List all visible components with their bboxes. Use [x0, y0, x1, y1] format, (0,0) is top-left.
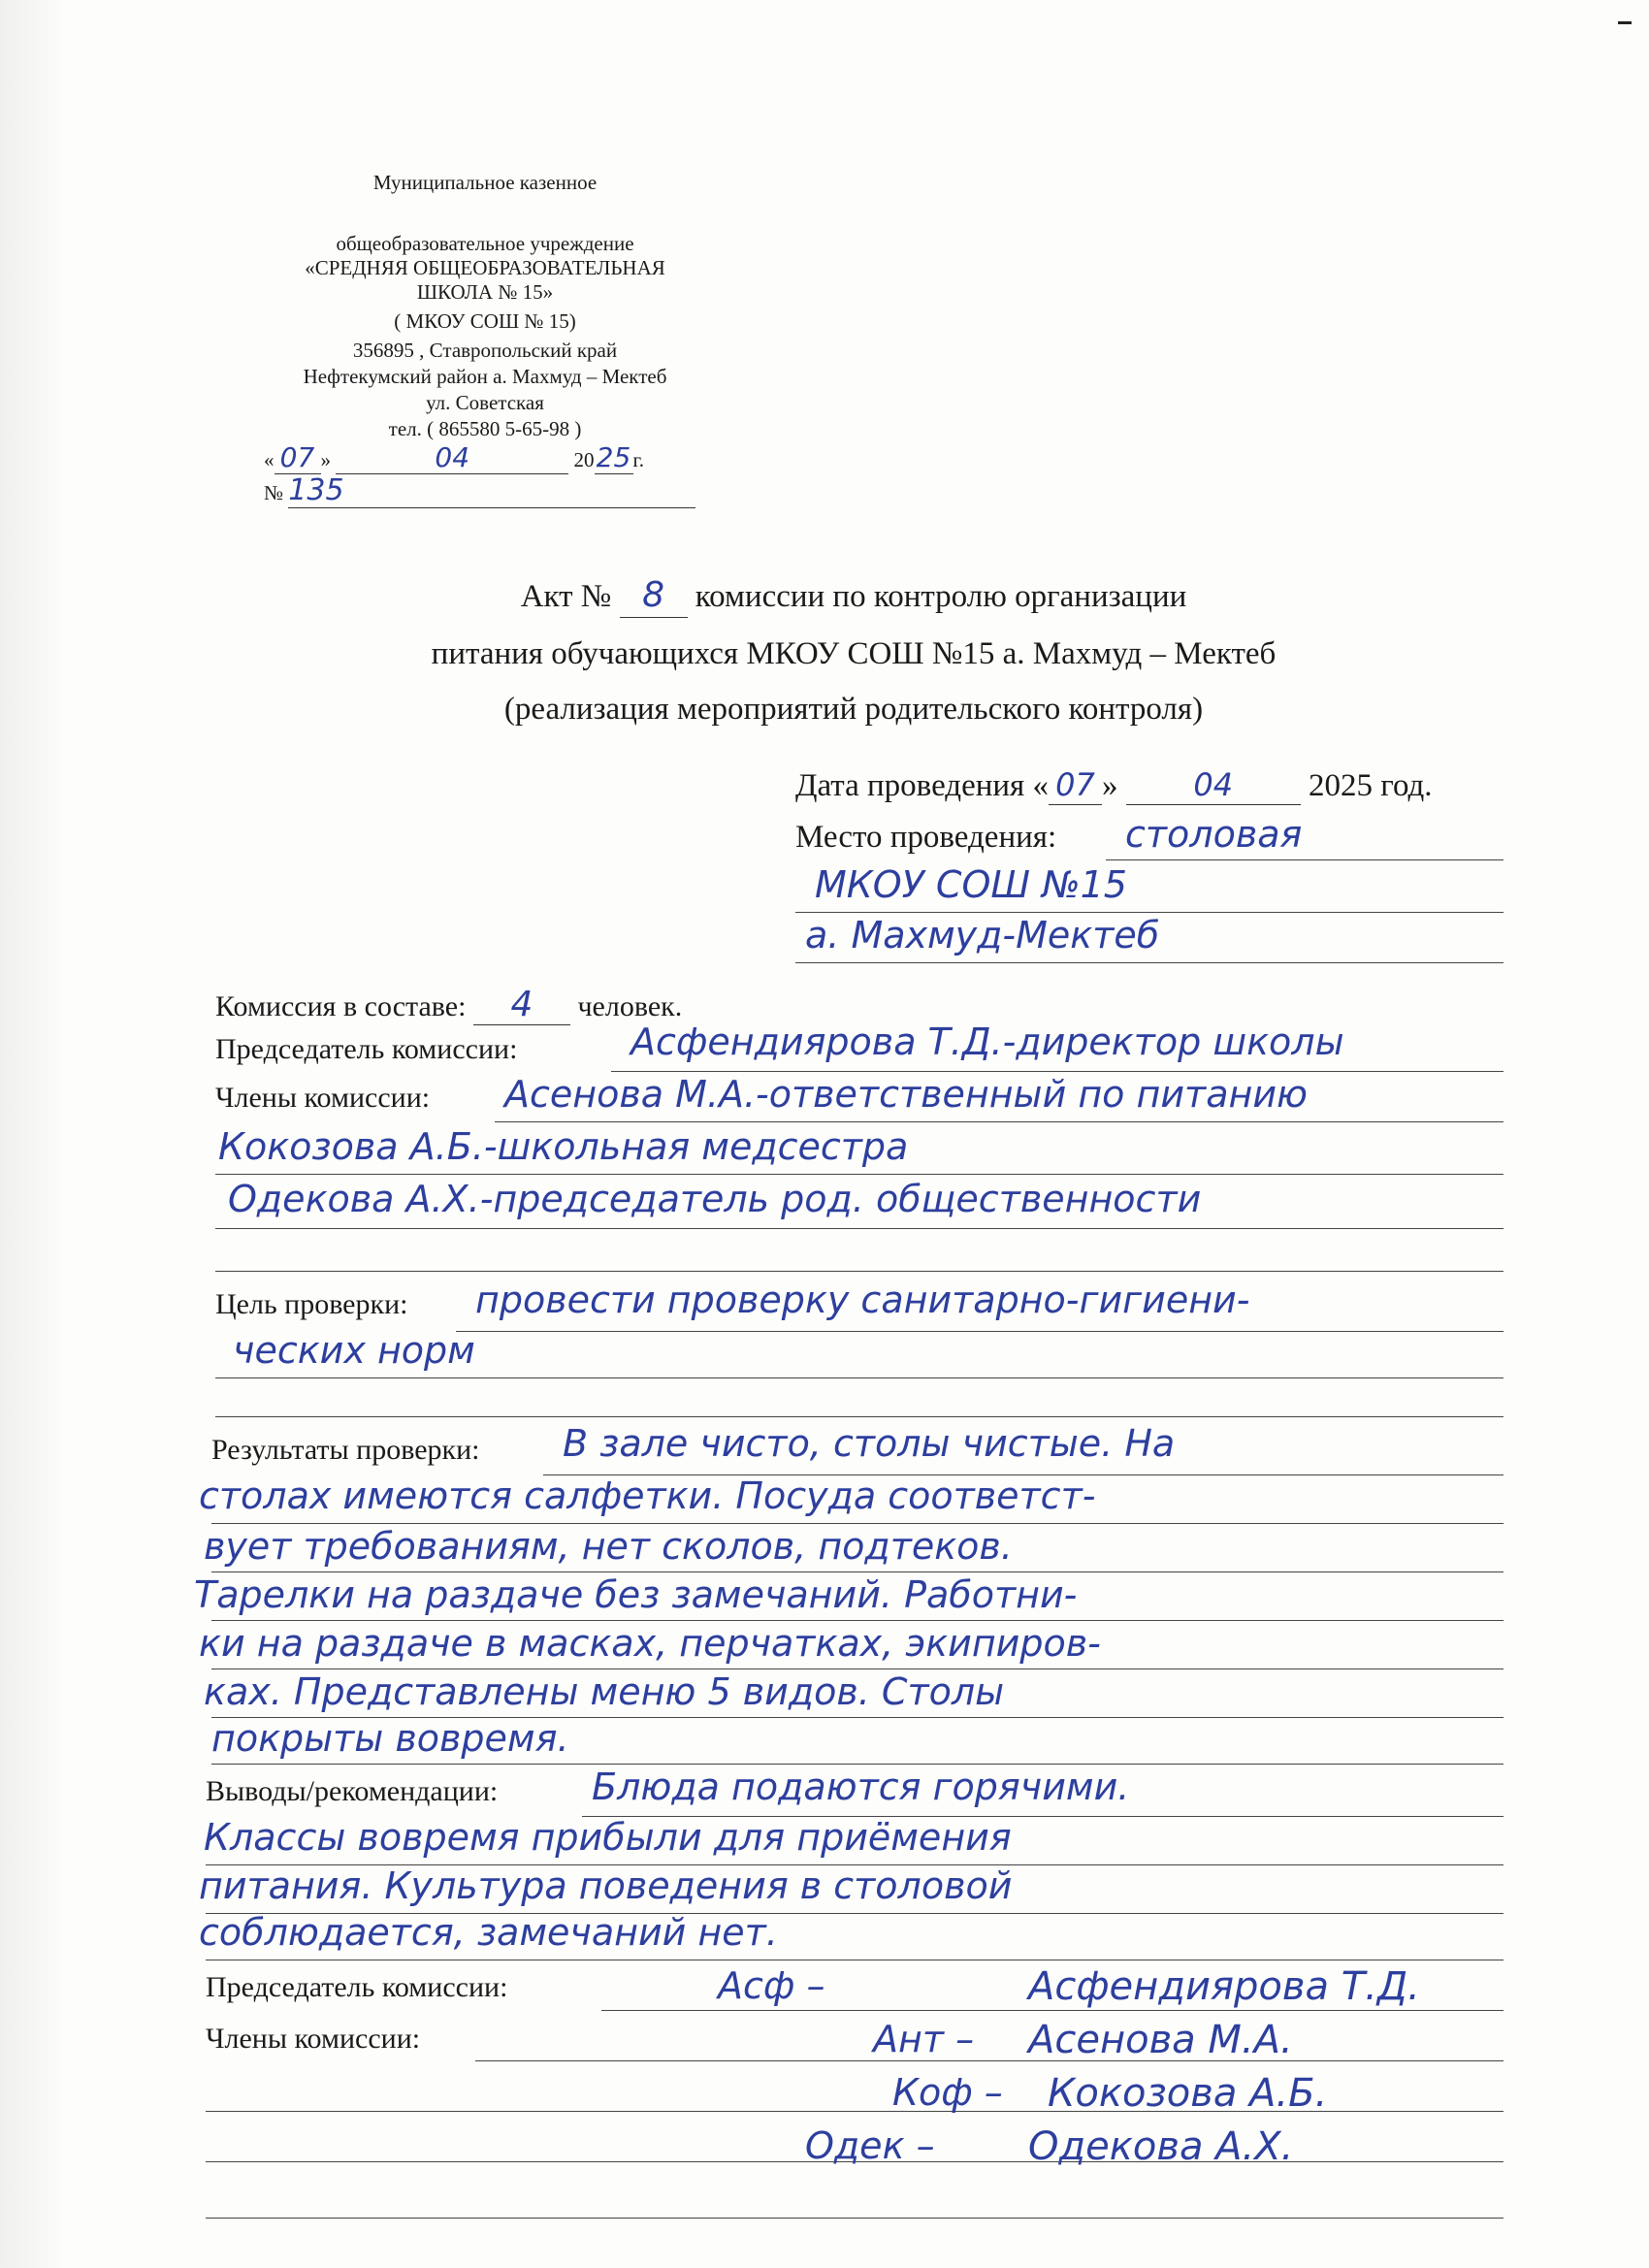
commission-size	[215, 985, 682, 1025]
signature-name-2: Асенова М.А.	[1028, 2018, 1293, 2062]
date-year: 2025 год.	[1308, 768, 1433, 803]
commission-size-label: Комиссия в составе:	[215, 990, 467, 1022]
chair-value: Асфендиярова Т.Д.-директор школы	[630, 1021, 1344, 1063]
date-close-quote: »	[320, 448, 331, 471]
signature-2-mark: Ант	[873, 2018, 944, 2060]
conclusions-line-2: Классы вовремя прибыли для приёмения	[204, 1816, 1012, 1859]
letterhead-line-4: ШКОЛА № 15»	[416, 280, 554, 304]
results-line-1: В зале чисто, столы чистые. На	[563, 1422, 1176, 1465]
results-line-6: ках. Представлены меню 5 видов. Столы	[204, 1670, 1005, 1713]
letterhead-line-9: тел. ( 865580 5-65-98 )	[388, 417, 582, 440]
letterhead-date-month: 04	[435, 441, 470, 473]
results-line-4: Тарелки на раздаче без замечаний. Работни-	[194, 1573, 1078, 1616]
scan-edge-shadow	[0, 0, 68, 2268]
goal-line-1: провести проверку санитарно-гигиени-	[475, 1279, 1250, 1321]
signature-1-mark: Асф	[718, 1964, 795, 2007]
date-day: 07	[1055, 766, 1095, 803]
commission-size-value: 4	[510, 985, 534, 1024]
sign-members-rule-1	[475, 2060, 1504, 2061]
commission-size-unit: человек.	[577, 990, 683, 1022]
place-rule-1	[1106, 859, 1504, 860]
date-open-quote: «	[264, 448, 275, 471]
number-label: №	[264, 481, 284, 504]
act-title-line-1	[369, 575, 1339, 618]
act-prefix: Акт №	[520, 579, 612, 614]
members-rule-1	[495, 1121, 1504, 1122]
conclusions-line-3: питания. Культура поведения в столовой	[199, 1864, 1013, 1907]
place-value-1: столовая	[1125, 813, 1303, 856]
act-number: 8	[642, 575, 664, 615]
results-rule-4	[211, 1620, 1504, 1621]
letterhead-date-year: 25	[596, 441, 631, 473]
signature-mark-4: Одек –	[805, 2124, 935, 2167]
letterhead-number	[264, 473, 720, 508]
goal-rule-3	[215, 1416, 1504, 1417]
results-line-2: столах имеются салфетки. Посуда соответст-	[199, 1474, 1096, 1517]
place-value-3: а. Махмуд-Мектеб	[805, 914, 1160, 956]
member-3: Одекова А.Х.-председатель род. общественности	[228, 1178, 1202, 1220]
letterhead-line-2: общеобразовательное учреждение	[336, 232, 634, 255]
letterhead-line-7: Нефтекумский район а. Махмуд – Мектеб	[303, 365, 667, 388]
signature-name-3: Кокозова А.Б.	[1048, 2071, 1328, 2116]
signature-4-mark: Одек	[805, 2124, 905, 2167]
signature-3-mark: Коф	[892, 2071, 973, 2114]
results-rule-7	[211, 1764, 1504, 1765]
chair-rule	[611, 1071, 1504, 1072]
letterhead-date	[264, 441, 720, 474]
conclusions-line-1: Блюда подаются горячими.	[592, 1766, 1130, 1808]
members-rule-4	[215, 1271, 1504, 1272]
date-label: Дата проведения «	[795, 768, 1049, 803]
results-rule-3	[211, 1571, 1504, 1572]
letterhead-line-8: ул. Советская	[426, 391, 544, 414]
results-line-3: вует требованиям, нет сколов, подтеков.	[204, 1525, 1013, 1568]
act-title-line-2: питания обучающихся МКОУ СОШ №15 а. Махмуд – Мектеб	[431, 636, 1277, 671]
members-label: Члены комиссии:	[215, 1082, 431, 1114]
results-rule-2	[211, 1523, 1504, 1524]
place-value-2: МКОУ СОШ №15	[815, 863, 1127, 906]
member-1: Асенова М.А.-ответственный по питанию	[504, 1073, 1309, 1116]
date-close: »	[1101, 768, 1118, 803]
letterhead-line-1: Муниципальное казенное	[372, 171, 598, 194]
signature-mark-2: Ант –	[873, 2018, 975, 2060]
date-month: 04	[1193, 766, 1234, 803]
conclusions-line-4: соблюдается, замечаний нет.	[199, 1911, 778, 1954]
letterhead-number-value: 135	[288, 473, 344, 507]
signature-mark-3: Коф –	[892, 2071, 1003, 2114]
goal-line-2: ческих норм	[233, 1329, 475, 1372]
results-line-7: покрыты вовремя.	[211, 1717, 569, 1760]
signature-name-4: Одекова А.Х.	[1028, 2124, 1294, 2169]
year-unit: г.	[632, 448, 644, 471]
conclusions-label: Выводы/рекомендации:	[206, 1775, 499, 1807]
year-prefix: 20	[573, 448, 595, 471]
corner-mark	[1618, 21, 1632, 24]
goal-rule-1	[456, 1331, 1504, 1332]
member-2: Кокозова А.Б.-школьная медсестра	[218, 1125, 909, 1168]
act-suffix: комиссии по контролю организации	[695, 579, 1187, 614]
letterhead-line-3: «СРЕДНЯЯ ОБЩЕОБРАЗОВАТЕЛЬНАЯ	[305, 256, 665, 279]
goal-label: Цель проверки:	[215, 1288, 408, 1320]
letterhead-line-6: 356895 , Ставропольский край	[352, 339, 618, 362]
place-label: Место проведения:	[795, 820, 1057, 855]
sign-members-label: Члены комиссии:	[206, 2023, 421, 2055]
members-rule-2	[215, 1174, 1504, 1175]
sign-chair-label: Председатель комиссии:	[206, 1971, 508, 2003]
letterhead-line-5: ( МКОУ СОШ № 15)	[394, 309, 576, 333]
goal-rule-2	[215, 1377, 1504, 1378]
place-rule-2	[795, 912, 1504, 913]
chair-label: Председатель комиссии:	[215, 1033, 518, 1065]
signature-name-1: Асфендиярова Т.Д.	[1028, 1964, 1420, 2009]
results-line-5: ки на раздаче в масках, перчатках, экипиров-	[199, 1622, 1101, 1665]
sign-chair-rule	[601, 2010, 1504, 2011]
signature-mark-1: Асф –	[718, 1964, 825, 2007]
sign-members-rule-4	[206, 2218, 1504, 2219]
members-rule-3	[215, 1228, 1504, 1229]
results-label: Результаты проверки:	[211, 1434, 480, 1466]
act-title-line-3: (реализация мероприятий родительского контроля)	[503, 692, 1204, 727]
inspection-date	[795, 766, 1433, 805]
letterhead-date-day: 07	[279, 441, 315, 473]
place-rule-3	[795, 962, 1504, 963]
